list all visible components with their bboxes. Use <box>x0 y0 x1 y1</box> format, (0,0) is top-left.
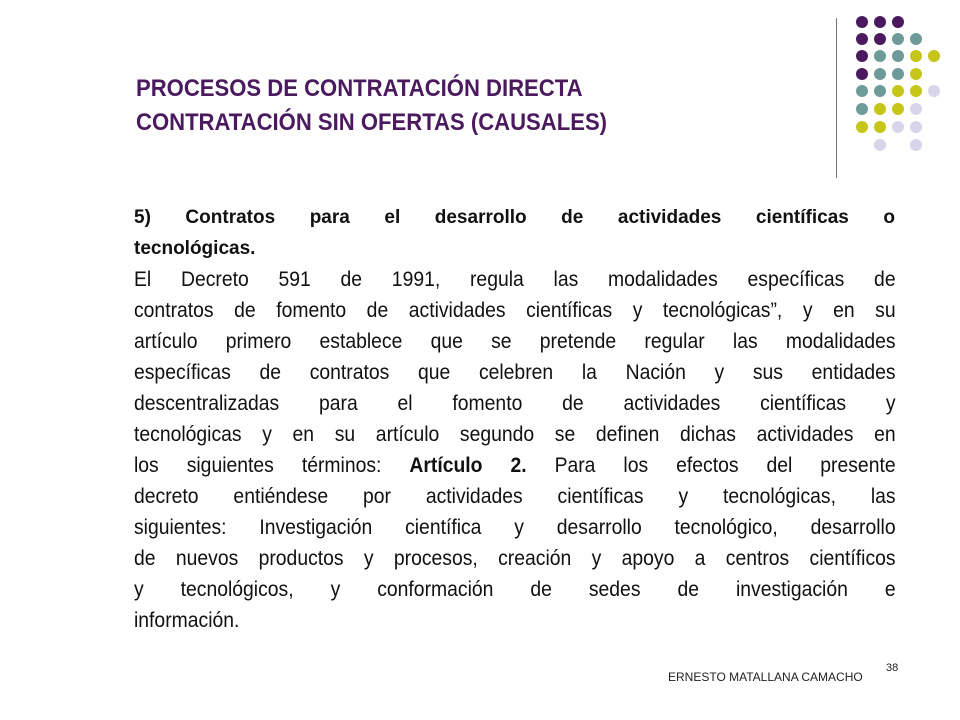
title-line-1: PROCESOS DE CONTRATACIÓN DIRECTA <box>136 75 583 102</box>
decor-dot <box>874 121 886 133</box>
decor-dot <box>874 16 886 28</box>
body-line: específicas de contratos que celebren la Nación y sus entidades <box>134 360 896 384</box>
decor-dot <box>892 103 904 115</box>
decor-dot <box>874 85 886 97</box>
slide-title <box>136 72 725 140</box>
body-line: siguientes: Investigación científica y desarrollo tecnológico, desarrollo <box>134 515 896 539</box>
body-line: El Decreto 591 de 1991, regula las modalidades específicas de <box>134 267 896 291</box>
decor-dot <box>910 103 922 115</box>
item-heading-line-1: 5) Contratos para el desarrollo de actividades científicas o <box>134 207 895 228</box>
decor-dot <box>874 33 886 45</box>
body-line: contratos de fomento de actividades científicas y tecnológicas”, y en su <box>134 298 896 322</box>
decor-dot <box>874 139 886 151</box>
title-line-2: CONTRATACIÓN SIN OFERTAS (CAUSALES) <box>136 109 608 136</box>
body-line: y tecnológicos, y conformación de sedes de investigación e <box>134 577 896 601</box>
decor-dot <box>874 50 886 62</box>
decor-dot <box>892 85 904 97</box>
body-line: de nuevos productos y procesos, creación y apoyo a centros científicos <box>134 546 896 570</box>
body-line: decreto entiéndese por actividades científicas y tecnológicas, las <box>134 484 896 508</box>
decor-dot <box>910 50 922 62</box>
decor-dot <box>856 50 868 62</box>
item-heading-line-2: tecnológicas. <box>134 238 256 259</box>
decor-dot <box>856 68 868 80</box>
decor-dot <box>856 85 868 97</box>
vertical-divider <box>836 18 837 178</box>
page-number: 38 <box>886 662 899 674</box>
decor-dot <box>892 16 904 28</box>
decor-dot <box>874 103 886 115</box>
decor-dot <box>928 85 940 97</box>
decor-dot <box>910 121 922 133</box>
decor-dot <box>892 33 904 45</box>
footer-author: ERNESTO MATALLANA CAMACHO <box>668 670 863 684</box>
decor-dot <box>910 33 922 45</box>
article-intro-text: los siguientes términos: <box>134 453 410 477</box>
decor-dot <box>856 121 868 133</box>
decor-dot <box>856 103 868 115</box>
decor-dot <box>928 50 940 62</box>
decor-dot <box>910 68 922 80</box>
body-line: tecnológicas y en su artículo segundo se definen dichas actividades en <box>134 422 896 446</box>
decor-dot <box>856 33 868 45</box>
article-continuation-text: Para los efectos del presente <box>526 453 896 477</box>
decor-dot <box>874 68 886 80</box>
decor-dot <box>910 85 922 97</box>
article-label: Artículo 2. <box>409 453 527 477</box>
decor-dot <box>910 139 922 151</box>
decor-dot <box>892 50 904 62</box>
slide-body-text <box>134 202 895 636</box>
body-line-article <box>134 450 895 481</box>
body-line-last: información. <box>134 608 240 632</box>
decor-dot <box>892 68 904 80</box>
decor-dot <box>856 16 868 28</box>
body-line: artículo primero establece que se pretende regular las modalidades <box>134 329 896 353</box>
body-line: descentralizadas para el fomento de actividades científicas y <box>134 391 896 415</box>
decor-dot <box>892 121 904 133</box>
